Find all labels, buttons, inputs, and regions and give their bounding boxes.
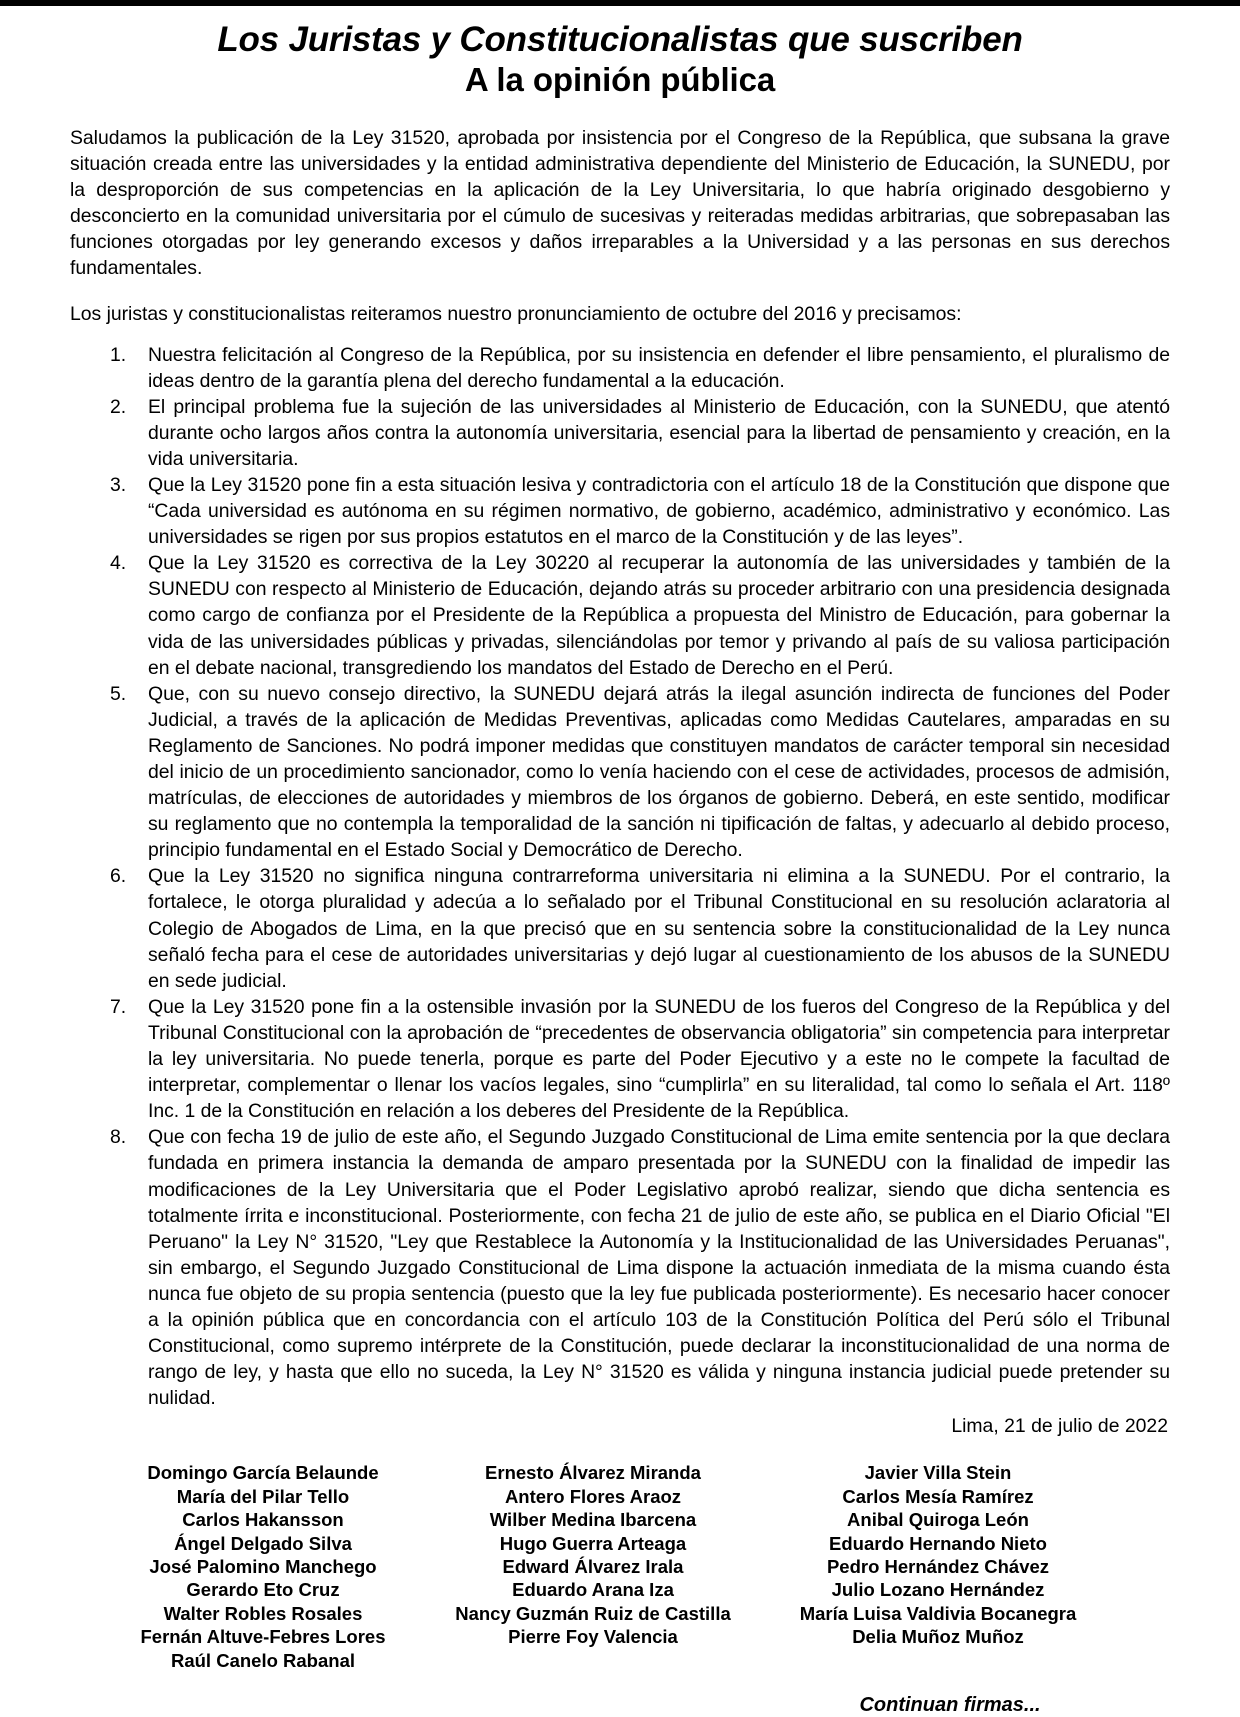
- intro-paragraph: Saludamos la publicación de la Ley 31520, aprobada por insistencia por el Congreso de la República, que subsana la grave situación creada entre las universidades y la entidad administrativa dependiente del Ministerio de Educación, la SUNEDU, por la desproporción de sus competencias en la aplicación de la Ley Universitaria, lo que habría originado desgobierno y desconcierto en la comunidad universitaria por el cúmulo de sucesivas y reiteradas medidas arbitrarias, que sobrepasaban las funciones otorgadas por ley generando excesos y daños irreparables a la Universidad y a las personas en sus derechos fundamentales.: [70, 126, 1170, 280]
- signatory-name: Fernán Altuve-Febres Lores: [140, 1626, 386, 1648]
- signatory-name: María Luisa Valdivia Bocanegra: [799, 1602, 1077, 1624]
- clause-list: [70, 342, 1170, 1412]
- clause-text: Que la Ley 31520 no significa ninguna contrarreforma universitaria ni elimina a la SUNEDU. Por el contrario, la fortalece, le otorga pluralidad y adecúa a lo señalado por el Tribunal Constitucional en su resolución aclaratoria al Colegio de Abogados de Lima, en la que precisó que en su sentencia sobre la constitucionalidad de la Ley nunca señaló fecha para el cese de autoridades universitarias y dejó lugar al cuestionamiento de los abusos de la SUNEDU en sede judicial.: [148, 865, 1170, 992]
- continues-signatures-note: Continuan firmas...: [859, 1693, 1041, 1716]
- clause-number: 3.: [110, 473, 127, 496]
- signatory-name: Edward Álvarez Irala: [502, 1556, 684, 1578]
- title-line-secondary: A la opinión pública: [464, 60, 776, 98]
- clause-number: 6.: [110, 865, 127, 888]
- top-black-rule: [0, 0, 1240, 6]
- signatory-name: Javier Villa Stein: [864, 1462, 1012, 1484]
- reiteration-paragraph: Los juristas y constitucionalistas reiteramos nuestro pronunciamiento de octubre del 2016 y precisamos:: [70, 303, 962, 326]
- document-title: [70, 20, 1170, 99]
- clause-number: 7.: [110, 995, 127, 1018]
- clause-item: [70, 394, 1170, 472]
- signatory-name: Hugo Guerra Arteaga: [499, 1532, 687, 1554]
- clause-item: [70, 472, 1170, 550]
- signatory-name: Ángel Delgado Silva: [174, 1532, 352, 1554]
- clause-text: Que, con su nuevo consejo directivo, la SUNEDU dejará atrás la ilegal asunción indirecta de funciones del Poder Judicial, a través de la aplicación de Medidas Preventivas, aplicadas como Medidas Cautelares, amparadas en su Reglamento de Sanciones. No podrá imponer medidas que constituyen mandatos de carácter temporal sin necesidad del inicio de un procedimiento sancionador, como lo venía haciendo con el cese de actividades, procesos de admisión, matrículas, de elecciones de autoridades y miembros de los órganos de gobierno. Deberá, en este sentido, modificar su reglamento que no contempla la temporalidad de la sanción ni tipificación de faltas, y adecuarlo al debido proceso, principio fundamental en el Estado Social y Democrático de Derecho.: [148, 682, 1170, 862]
- signatory-name: Gerardo Eto Cruz: [186, 1579, 340, 1601]
- signatory-name: Carlos Mesía Ramírez: [842, 1485, 1034, 1507]
- clause-text: Que la Ley 31520 es correctiva de la Ley 30220 al recuperar la autonomía de las universidades y también de la SUNEDU con respecto al Ministerio de Educación, dejando atrás su proceder arbitrario con una presidencia designada como cargo de confianza por el Presidente de la República a propuesta del Ministro de Educación, para gobernar la vida de las universidades públicas y privadas, silenciándolas por temor y privando al país de su valiosa participación en el debate nacional, transgrediendo los mandatos del Estado de Derecho en el Perú.: [148, 552, 1170, 679]
- signatory-name: Eduardo Hernando Nieto: [829, 1532, 1047, 1554]
- signatory-name: Antero Flores Araoz: [504, 1485, 682, 1507]
- clause-number: 4.: [110, 552, 127, 575]
- signatory-name: Pedro Hernández Chávez: [826, 1556, 1050, 1578]
- document-page: [0, 20, 1240, 1717]
- clause-item: [70, 863, 1170, 993]
- signature-column: [428, 1461, 758, 1672]
- signature-column: [758, 1461, 1118, 1672]
- signatory-name: Domingo García Belaunde: [147, 1462, 379, 1484]
- clause-item: [70, 550, 1170, 680]
- clause-text: Que la Ley 31520 pone fin a esta situación lesiva y contradictoria con el artículo 18 de la Constitución que dispone que “Cada universidad es autónoma en su régimen normativo, de gobierno, académico, administrativo y económico. Las universidades se rigen por sus propios estatutos en el marco de la Constitución y de las leyes”.: [148, 473, 1170, 549]
- signatory-name: Wilber Medina Ibarcena: [489, 1509, 697, 1531]
- signatory-name: Eduardo Arana Iza: [512, 1579, 674, 1601]
- signatory-name: Ernesto Álvarez Miranda: [485, 1462, 701, 1484]
- clause-text: Que con fecha 19 de julio de este año, el Segundo Juzgado Constitucional de Lima emite sentencia por la que declara fundada en primera instancia la demanda de amparo presentada por la SUNEDU con la finalidad de impedir las modificaciones de la Ley Universitaria que el Poder Legislativo aprobó realizar, siendo que dicha sentencia es totalmente írrita e inconstitucional. Posteriormente, con fecha 21 de julio de este año, se publica en el Diario Oficial "El Peruano" la Ley N° 31520, "Ley que Restablece la Autonomía y la Institucionalidad de las Universidades Peruanas", sin embargo, el Segundo Juzgado Constitucional de Lima dispone la actuación inmediata de la misma cuando ésta nunca fue objeto de su propia sentencia (puesto que la ley fue publicada posteriormente). Es necesario hacer conocer a la opinión pública que en concordancia con el artículo 103 de la Constitución Política del Perú sólo el Tribunal Constitucional, como supremo intérprete de la Constitución, puede declarar la inconstitucionalidad de una norma de rango de ley, y hasta que ello no suceda, la Ley N° 31520 es válida y ninguna instancia judicial puede pretender su nulidad.: [148, 1126, 1170, 1410]
- signature-block: [70, 1461, 1170, 1672]
- signatory-name: Carlos Hakansson: [182, 1509, 344, 1531]
- clause-text: El principal problema fue la sujeción de las universidades al Ministerio de Educación, con la SUNEDU, que atentó durante ocho largos años contra la autonomía universitaria, esencial para la libertad de pensamiento y creación, en la vida universitaria.: [148, 395, 1170, 470]
- signatory-name: Julio Lozano Hernández: [831, 1579, 1045, 1601]
- signatory-name: María del Pilar Tello: [176, 1485, 350, 1507]
- signatory-name: Pierre Foy Valencia: [508, 1626, 678, 1648]
- signatory-name: Walter Robles Rosales: [163, 1602, 363, 1624]
- clause-text: Nuestra felicitación al Congreso de la República, por su insistencia en defender el libre pensamiento, el pluralismo de ideas dentro de la garantía plena del derecho fundamental a la educación.: [148, 343, 1170, 392]
- clause-number: 2.: [110, 395, 127, 418]
- clause-item: [70, 994, 1170, 1124]
- clause-number: 8.: [110, 1126, 127, 1149]
- clause-item: [70, 1124, 1170, 1411]
- signatory-name: Anibal Quiroga León: [847, 1509, 1029, 1531]
- clause-number: 1.: [110, 343, 127, 366]
- signatory-name: José Palomino Manchego: [149, 1556, 377, 1578]
- signature-column: [98, 1461, 428, 1672]
- clause-item: [70, 681, 1170, 864]
- signatory-name: Nancy Guzmán Ruiz de Castilla: [455, 1602, 731, 1624]
- signatory-name: Raúl Canelo Rabanal: [170, 1649, 355, 1671]
- date-line: Lima, 21 de julio de 2022: [951, 1415, 1168, 1438]
- signatory-name: Delia Muñoz Muñoz: [852, 1626, 1024, 1648]
- clause-text: Que la Ley 31520 pone fin a la ostensible invasión por la SUNEDU de los fueros del Congreso de la República y del Tribunal Constitucional con la aprobación de “precedentes de observancia obligatoria” sin competencia para interpretar la ley universitaria. No puede tenerla, porque es parte del Poder Ejecutivo y a este no le compete la facultad de interpretar, complementar o llenar los vacíos legales, sino “cumplirla” en su literalidad, tal como lo señala el Art. 118º Inc. 1 de la Constitución en relación a los deberes del Presidente de la República.: [148, 995, 1170, 1123]
- clause-item: [70, 342, 1170, 394]
- clause-number: 5.: [110, 682, 127, 705]
- title-line-primary: Los Juristas y Constitucionalistas que suscriben: [217, 20, 1023, 59]
